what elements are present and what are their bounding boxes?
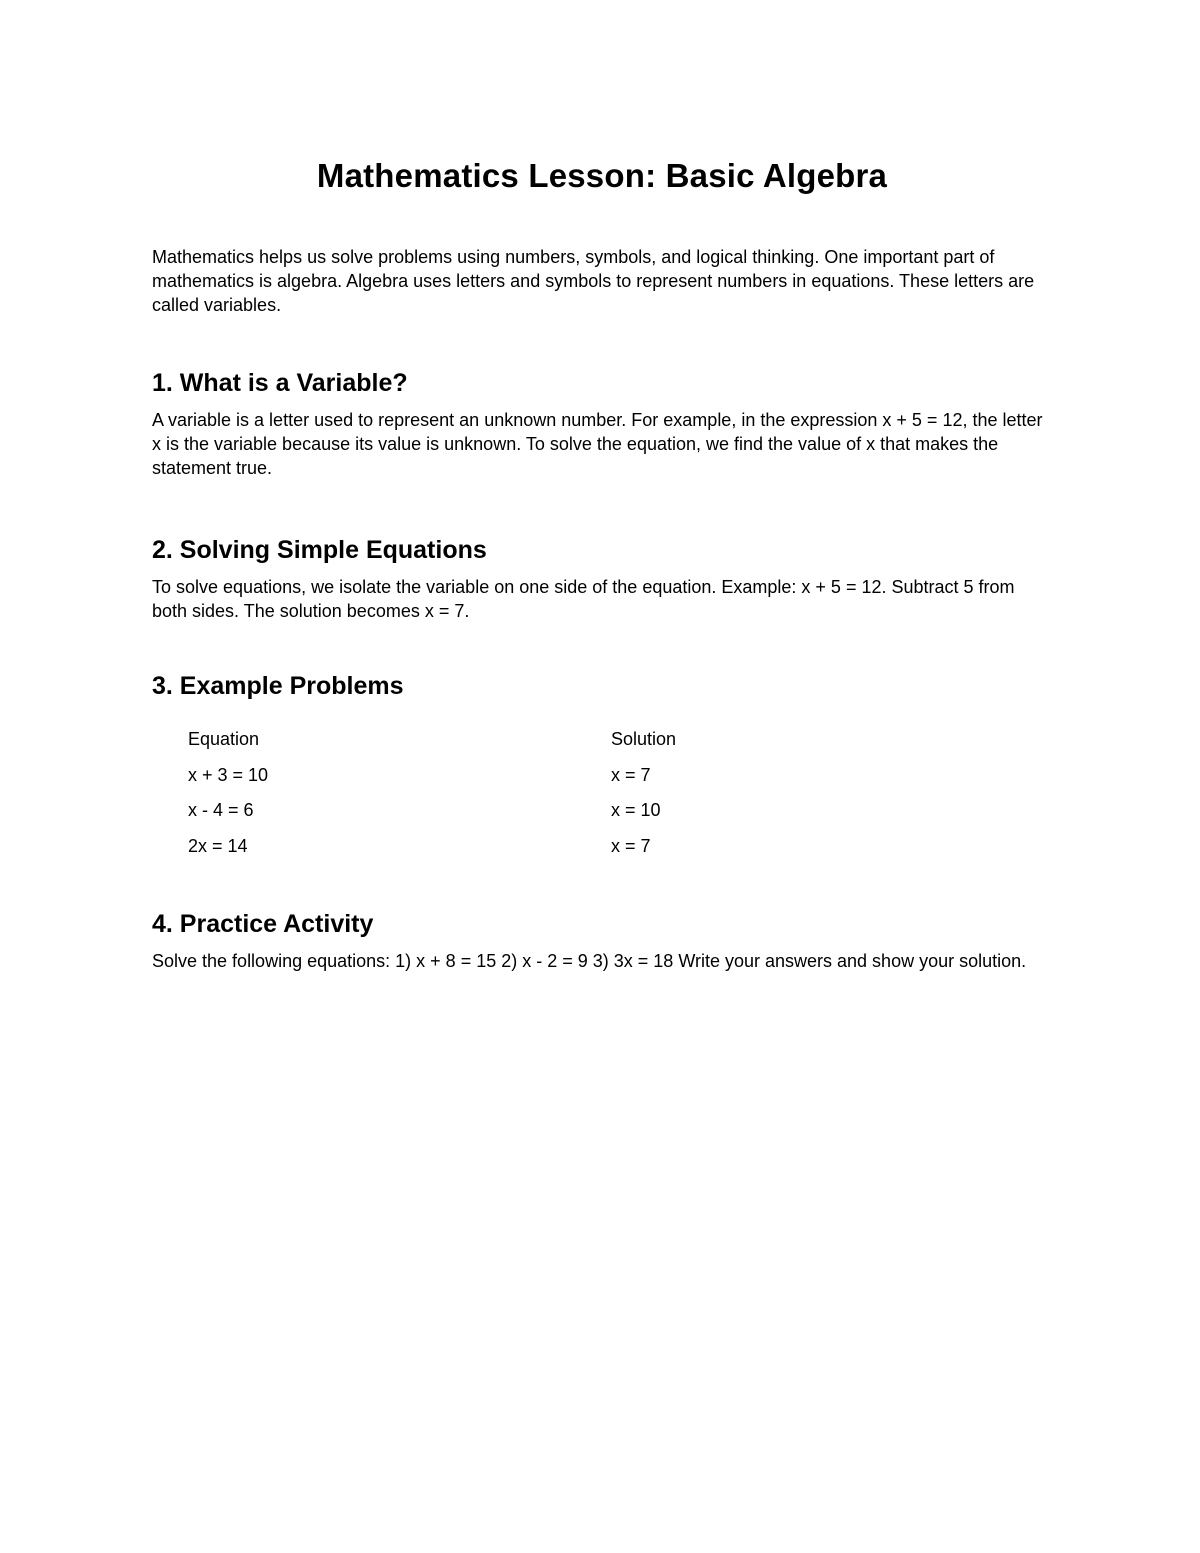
table-cell-solution: x = 10 xyxy=(611,800,661,821)
table-row xyxy=(188,758,911,794)
section-heading-practice: 4. Practice Activity xyxy=(152,910,374,938)
table-header-solution: Solution xyxy=(611,729,677,750)
section-body-practice: Solve the following equations: 1) x + 8 = 15 2) x - 2 = 9 3) 3x = 18 Write your answers and show your solution. xyxy=(152,951,1027,971)
document-content xyxy=(152,150,1052,973)
table-cell-equation: x + 3 = 10 xyxy=(188,764,269,785)
intro-paragraph: Mathematics helps us solve problems using numbers, symbols, and logical thinking. One important part of mathematics is algebra. Algebra uses letters and symbols to represent numbers in equations. These letters are called variables. xyxy=(152,247,1035,315)
section-heading-solving: 2. Solving Simple Equations xyxy=(152,536,487,564)
table-cell-equation: 2x = 14 xyxy=(188,835,248,856)
section-body-solving: To solve equations, we isolate the variable on one side of the equation. Example: x + 5 = 12. Subtract 5 from both sides. The solution becomes x = 7. xyxy=(152,577,1015,621)
table-row xyxy=(188,829,911,865)
section-heading-examples: 3. Example Problems xyxy=(152,672,404,700)
section-body-variable: A variable is a letter used to represent an unknown number. For example, in the expression x + 5 = 12, the letter x is the variable because its value is unknown. To solve the equation, we find the value of x that makes the statement true. xyxy=(152,410,1043,478)
table-header-equation: Equation xyxy=(188,729,260,750)
table-cell-solution: x = 7 xyxy=(611,835,651,856)
table-header-row xyxy=(188,722,911,758)
examples-table xyxy=(188,722,911,864)
table-row xyxy=(188,793,911,829)
table-cell-equation: x - 4 = 6 xyxy=(188,800,254,821)
page-title: Mathematics Lesson: Basic Algebra xyxy=(316,157,888,194)
section-heading-variable: 1. What is a Variable? xyxy=(152,369,408,397)
table-cell-solution: x = 7 xyxy=(611,764,651,785)
